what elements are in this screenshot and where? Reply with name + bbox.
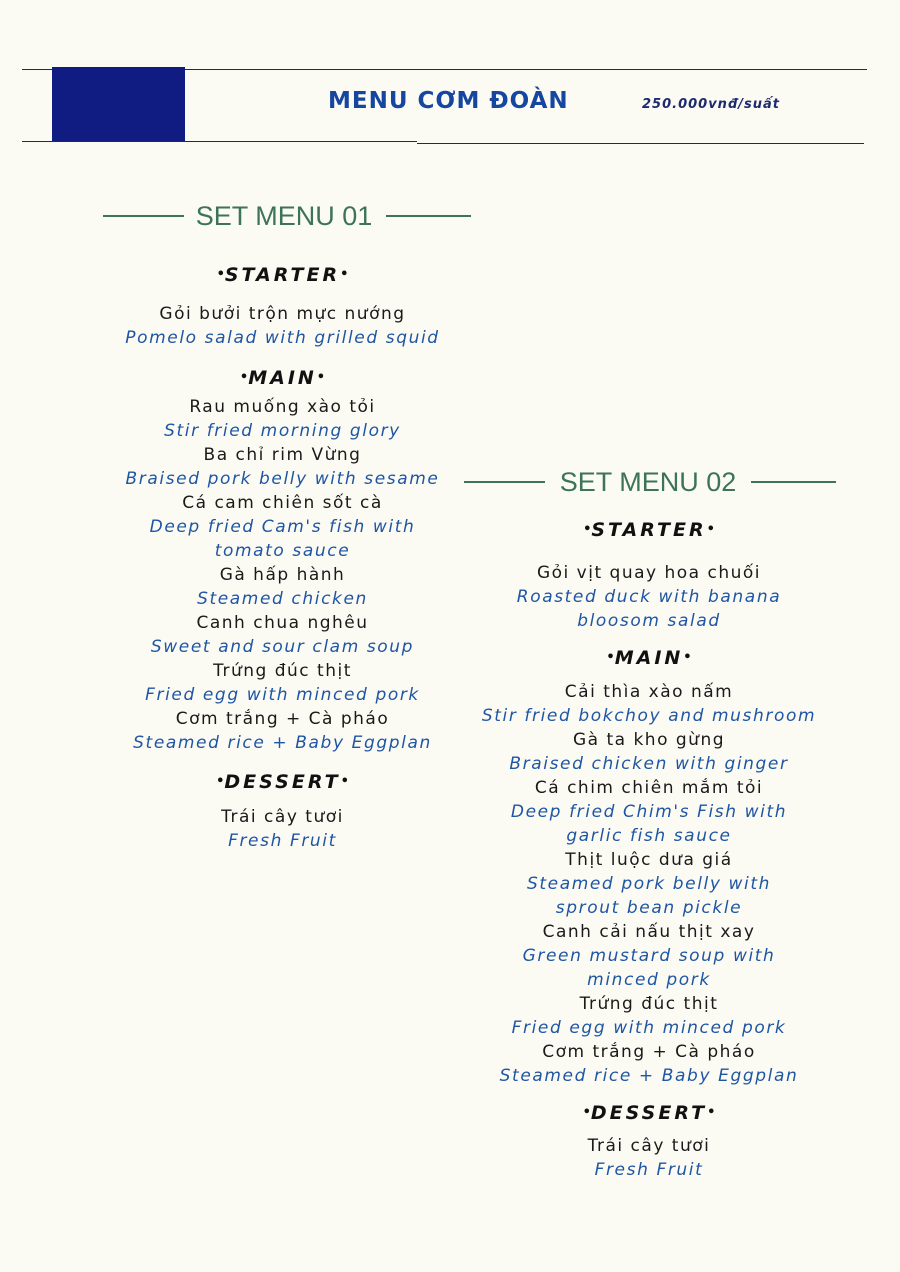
dish-name-en: Fresh Fruit	[228, 831, 337, 851]
dish-name-en: Deep fried Cam's fish with tomato sauce	[149, 517, 416, 561]
dish-name-en: Steamed rice + Baby Eggplan	[133, 733, 432, 753]
dish-name-en: Stir fried bokchoy and mushroom	[481, 706, 817, 726]
dish-name-vi: Thịt luộc dưa giá	[565, 850, 733, 870]
dish-name-vi: Gỏi bưởi trộn mực nướng	[159, 304, 406, 324]
dish-name-vi: Rau muống xào tỏi	[189, 397, 376, 417]
set1-heading: SET MENU 01	[195, 201, 373, 231]
dish-name-vi: Trứng đúc thịt	[213, 661, 352, 681]
set1-starter-heading: •STARTER•	[216, 264, 349, 286]
set2-starter-item	[462, 561, 836, 633]
dish-name-vi: Canh chua nghêu	[196, 613, 369, 633]
set2-heading-rule-right	[751, 481, 836, 483]
dish-name-en: Stir fried morning glory	[164, 421, 401, 441]
dish-name-vi: Cá chim chiên mắm tỏi	[534, 778, 764, 798]
dish-name-vi: Gỏi vịt quay hoa chuối	[536, 563, 762, 583]
set2-column	[462, 519, 836, 1182]
dish-name-vi: Cá cam chiên sốt cà	[182, 493, 383, 513]
dish-name-vi: Canh cải nấu thịt xay	[542, 922, 756, 942]
dish-name-vi: Cải thìa xào nấm	[564, 682, 734, 702]
dish-name-en: Deep fried Chim's Fish with garlic fish sauce	[510, 802, 788, 846]
set2-dessert-item	[462, 1134, 836, 1182]
dish-name-en: Steamed rice + Baby Eggplan	[499, 1066, 799, 1086]
header-bottom-rule-left	[22, 141, 417, 142]
dish-name-vi: Ba chỉ rim Vừng	[203, 445, 362, 465]
dish-name-en: Fried egg with minced pork	[511, 1018, 787, 1038]
dish-name-en: Braised pork belly with sesame	[125, 469, 440, 489]
dish-name-vi: Cơm trắng + Cà pháo	[542, 1042, 756, 1062]
dish-name-en: Fresh Fruit	[594, 1160, 704, 1180]
dish-name-en: Green mustard soup with minced pork	[522, 946, 776, 990]
set2-starter-heading: •STARTER•	[583, 519, 715, 541]
set1-dessert-heading: •DESSERT•	[216, 771, 349, 793]
set1-main-heading: •MAIN•	[239, 367, 326, 389]
set1-dessert-item	[100, 805, 465, 853]
dish-name-vi: Gà ta kho gừng	[572, 730, 726, 750]
dish-name-vi: Cơm trắng + Cà pháo	[175, 709, 390, 729]
set1-column	[100, 264, 465, 853]
dish-name-en: Fried egg with minced pork	[145, 685, 420, 705]
set2-main-heading: •MAIN•	[606, 647, 692, 669]
dish-name-en: Braised chicken with ginger	[509, 754, 789, 774]
dish-name-en: Steamed pork belly with sprout bean pickle	[526, 874, 771, 918]
set1-heading-rule-right	[386, 215, 471, 217]
dish-name-en: Roasted duck with banana bloosom salad	[516, 587, 782, 631]
dish-name-vi: Trứng đúc thịt	[579, 994, 719, 1014]
dish-name-en: Pomelo salad with grilled squid	[125, 328, 440, 348]
page-title: MENU CƠM ĐOÀN	[328, 88, 569, 114]
dish-name-vi: Trái cây tươi	[221, 807, 344, 827]
set2-main-list	[462, 680, 836, 1088]
header-color-block	[52, 67, 185, 141]
price-label: 250.000vnđ/suất	[642, 97, 780, 112]
dish-name-en: Sweet and sour clam soup	[150, 637, 415, 657]
header-bottom-rule-right	[417, 143, 864, 144]
set1-main-list	[100, 395, 465, 755]
dish-name-vi: Gà hấp hành	[219, 565, 346, 585]
dish-name-vi: Trái cây tươi	[587, 1136, 711, 1156]
dish-name-en: Steamed chicken	[197, 589, 368, 609]
set2-heading: SET MENU 02	[559, 467, 737, 497]
set1-starter-item	[100, 302, 465, 350]
set2-dessert-heading: •DESSERT•	[582, 1102, 716, 1124]
